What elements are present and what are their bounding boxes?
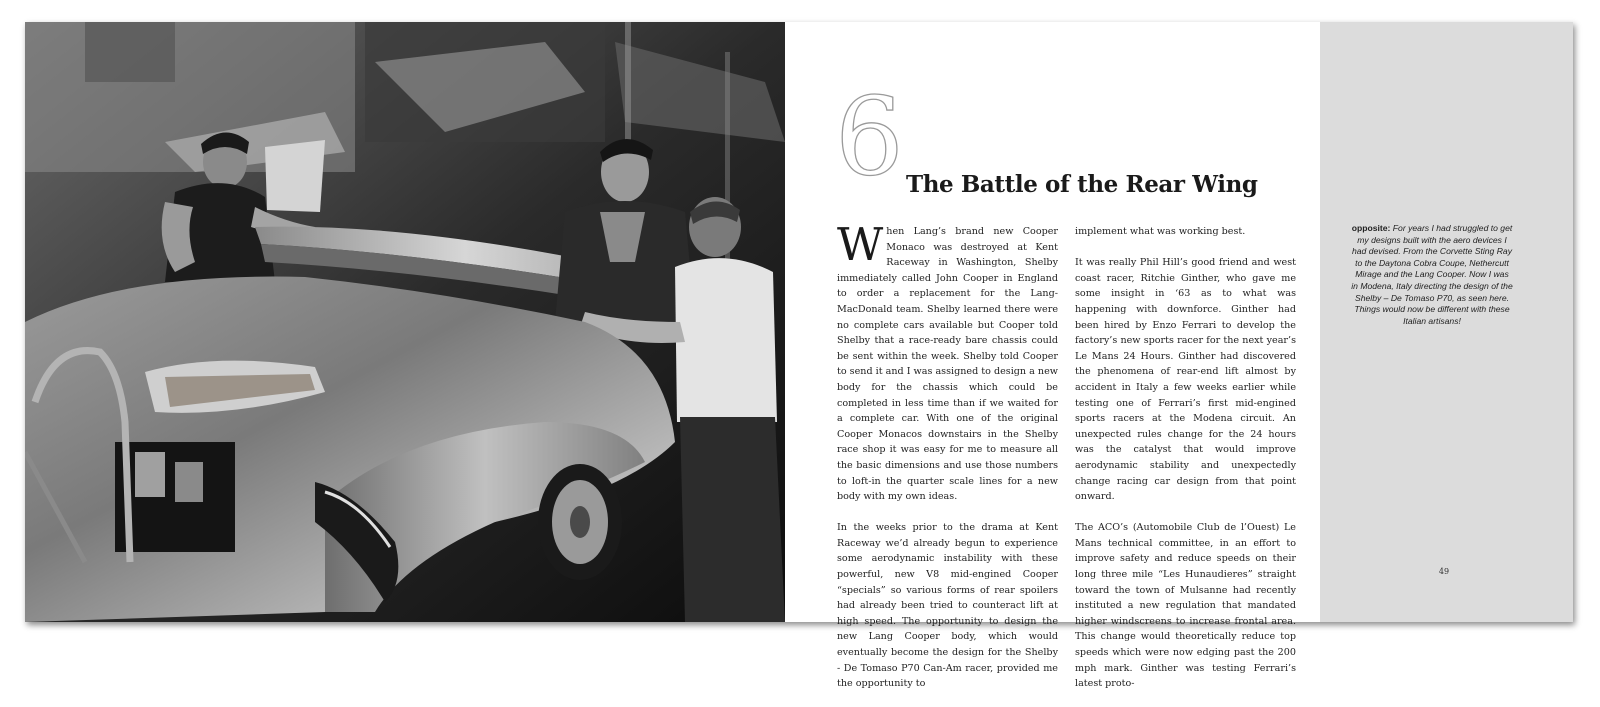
page-number: 49 <box>1438 567 1450 576</box>
workshop-photo-icon <box>25 22 785 622</box>
text-column-left <box>837 218 1058 707</box>
caption-label: opposite: <box>1351 223 1391 233</box>
paragraph <box>837 218 1058 505</box>
workshop-photo <box>25 22 785 622</box>
paragraph: The ACO’s (Automobile Club de l’Ouest) Le Mans technical committee, in an effort to improve safety and reduce speeds on their long three mile “Les Hunaudieres” straight toward the town of Mulsanne had recently instituted a new regulation that mandated higher windscreens to increase frontal area. This change would theoretically reduce top speeds which were now edging past the 200 mph mark. Ginther was testing Ferrari’s latest proto- <box>1075 522 1296 690</box>
paragraph: implement what was working best. <box>1075 226 1246 237</box>
paragraph-text: hen Lang’s brand new Cooper Monaco was destroyed at Kent Raceway in Washington, Shelby immediately called John Cooper in England to order a replacement for the Lang-MacDonald team. Shelby learned there were no complete cars available but Cooper told Shelby that a race-ready bare chassis could be sent within the week. Shelby told Cooper to send it and I was assigned to design a new body for the chassis which could be completed in less time than if we waited for a complete car. With one of the original Cooper Monacos downstairs in the Shelby race shop it was easy for me to measure all the basic dimensions and use those numbers to loft-in the quarter scale lines for a new body with my own ideas. <box>837 226 1058 503</box>
chapter-number: 6 <box>835 75 902 200</box>
paragraph: In the weeks prior to the drama at Kent Raceway we’d already begun to experience some aerodynamic instability with these powerful, new V8 mid-engined Cooper “specials” so various forms of rear spoilers had already been tried to counteract lift at high speed. The opportunity to design the new Lang Cooper body, which would eventually become the design for the Shelby - De Tomaso P70 Can-Am racer, provided me the opportunity to <box>837 522 1058 690</box>
photo-caption <box>1351 223 1513 327</box>
chapter-title: The Battle of the Rear Wing <box>906 171 1258 198</box>
paragraph: It was really Phil Hill’s good friend and west coast racer, Ritchie Ginther, who gave me some insight in ‘63 as to what was happening with downforce. Ginther had been hired by Enzo Ferrari to develop the factory’s new sports racer for the next year’s Le Mans 24 Hours. Ginther had discovered the phenomena of rear-end lift almost by accident in Italy a few weeks earlier while testing one of Ferrari’s first mid-engined sports racers at the Modena circuit. An unexpected rules change for the 24 hours was the catalyst that would improve aerodynamic stability and unexpectedly change racing car design from that point onward. <box>1075 257 1296 503</box>
book-spread <box>25 22 1573 690</box>
text-column-right <box>1075 224 1296 707</box>
caption-text: For years I had struggled to get my designs built with the aero devices I had devised. From the Corvette Sting Ray to the Daytona Cobra Coupe, Nethercutt Mirage and the Lang Cooper. Now I was in Modena, Italy directing the design of the Shelby – De Tomaso P70, as seen here. Things would now be different with these Italian artisans! <box>1351 223 1513 326</box>
drop-cap: W <box>837 218 884 271</box>
text-page <box>785 22 1320 690</box>
caption-page <box>1320 22 1573 622</box>
